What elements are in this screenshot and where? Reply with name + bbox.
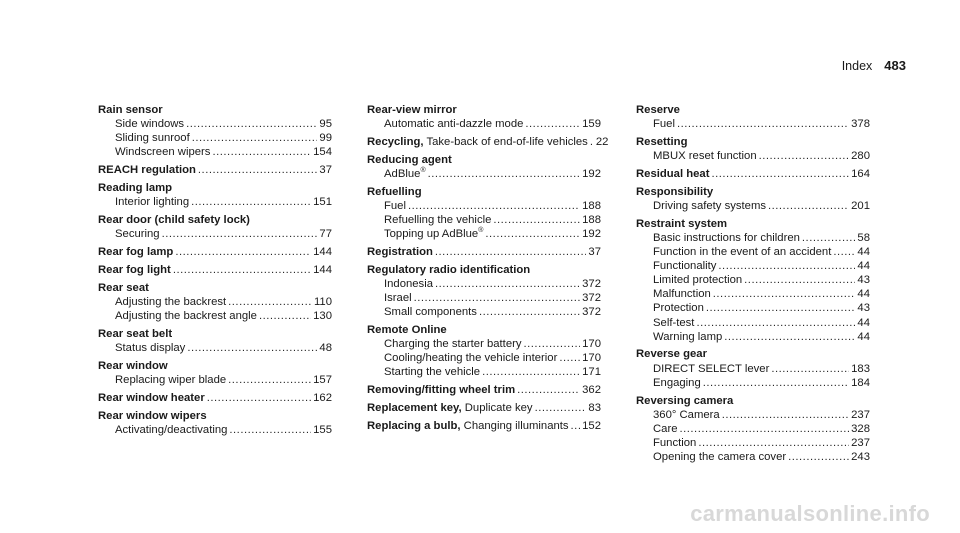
page-ref: 95 [319, 118, 332, 131]
index-subentry[interactable] [98, 227, 332, 241]
subentry-label [384, 291, 412, 305]
leader-dots [186, 117, 317, 131]
page-ref: 43 [857, 274, 870, 287]
subentry-text: Side windows [115, 118, 185, 131]
subentry-label [653, 149, 757, 163]
subentry-label [653, 376, 701, 390]
leader-dots [771, 362, 849, 376]
leader-dots [833, 245, 855, 259]
index-entry [636, 103, 870, 131]
subentry-text: Activating/deactivating [115, 423, 228, 436]
registered-mark: ® [420, 167, 426, 175]
entry-heading: Rear window [98, 359, 168, 372]
entry-heading: Refuelling [367, 185, 422, 198]
entry-heading: Reverse gear [636, 348, 707, 361]
index-row[interactable] [367, 135, 609, 149]
subentry-text: Fuel [384, 199, 406, 212]
index-entry [98, 181, 332, 209]
subentry-text: Protection [653, 302, 704, 315]
index-subentry[interactable] [367, 167, 601, 181]
subentry-text: Replacing wiper blade [115, 373, 227, 386]
index-subentry[interactable] [367, 199, 601, 213]
index-entry [367, 263, 601, 319]
index-label [98, 391, 205, 405]
leader-dots [713, 287, 856, 301]
index-subentry[interactable] [98, 117, 332, 131]
subentry-text: Driving safety systems [653, 199, 766, 212]
index-entry [98, 163, 332, 177]
index-subentry[interactable] [636, 436, 870, 450]
page-ref: 372 [582, 292, 601, 305]
subentry-text: Basic instructions for children [653, 231, 800, 244]
page-ref: 280 [851, 150, 870, 163]
subentry-text: Starting the vehicle [384, 366, 481, 379]
index-subentry[interactable] [636, 149, 870, 163]
index-subentry[interactable] [98, 373, 332, 387]
entry-heading: REACH regulation [98, 164, 196, 177]
subentry-label [653, 362, 769, 376]
index-entry [98, 327, 332, 355]
index-row[interactable] [98, 245, 332, 259]
index-subentry[interactable] [98, 341, 332, 355]
leader-dots [207, 391, 311, 405]
subentry-text: Opening the camera cover [653, 450, 787, 463]
page-header [842, 58, 906, 73]
subentry-label [653, 259, 716, 273]
registered-mark: ® [478, 227, 484, 235]
leader-dots [435, 277, 580, 291]
index-subentry[interactable] [98, 195, 332, 209]
entry-heading: Restraint system [636, 217, 728, 230]
subentry-text: Care [653, 422, 678, 435]
watermark: carmanualsonline.info [690, 501, 930, 526]
entry-heading: Rear door (child safety lock) [98, 214, 250, 227]
page-ref: 151 [313, 196, 332, 209]
page-ref: 188 [582, 214, 601, 227]
index-entry [98, 245, 332, 259]
index-row[interactable] [98, 263, 332, 277]
subentry-text: Functionality [653, 260, 717, 273]
index-subentry[interactable] [98, 423, 332, 437]
leader-dots [744, 273, 855, 287]
leader-dots [408, 199, 580, 213]
leader-dots [698, 436, 849, 450]
subentry-label [115, 131, 190, 145]
leader-dots [479, 305, 580, 319]
subentry-text: Malfunction [653, 288, 711, 301]
leader-dots [198, 163, 318, 177]
subentry-text: Status display [115, 341, 186, 354]
page-ref: 170 [582, 338, 601, 351]
page-ref: 184 [851, 376, 870, 389]
entry-heading: Replacing a bulb, [367, 420, 461, 433]
index-subentry[interactable] [367, 291, 601, 305]
index-entry [367, 135, 609, 149]
leader-dots [802, 231, 856, 245]
index-subentry[interactable] [636, 376, 870, 390]
leader-dots [175, 245, 311, 259]
leader-dots [191, 195, 311, 209]
index-subentry[interactable] [636, 316, 870, 330]
page-ref: 170 [582, 352, 601, 365]
index-label [367, 135, 588, 149]
page-ref: 378 [851, 118, 870, 131]
subentry-label [653, 316, 694, 330]
subentry-text: Fuel [653, 118, 675, 131]
index-entry [367, 401, 601, 415]
index-label [367, 401, 533, 415]
index-subentry[interactable] [636, 330, 870, 344]
index-entry [98, 409, 332, 437]
leader-dots [192, 131, 318, 145]
leader-dots [187, 341, 317, 355]
subentry-label [653, 287, 711, 301]
subentry-text: Israel [384, 292, 412, 305]
entry-heading: Registration [367, 246, 433, 259]
subentry-text: Topping up AdBlue [384, 228, 479, 241]
index-subentry[interactable] [367, 305, 601, 319]
leader-dots [173, 263, 311, 277]
page-ref: 164 [851, 167, 870, 180]
page-ref: 328 [851, 422, 870, 435]
subentry-text: 360° Camera [653, 408, 720, 421]
entry-heading: Rear window wipers [98, 409, 207, 422]
index-row[interactable] [367, 419, 601, 433]
subentry-text: Self-test [653, 316, 695, 329]
leader-dots [559, 351, 580, 365]
entry-heading: Reducing agent [367, 153, 452, 166]
subentry-label [653, 273, 742, 287]
page-ref: 48 [319, 341, 332, 354]
index-subentry[interactable] [367, 117, 601, 131]
page-ref: 192 [582, 167, 601, 180]
page-ref: 237 [851, 408, 870, 421]
entry-inline-text: Duplicate key [464, 402, 533, 415]
page-ref: 155 [313, 423, 332, 436]
page-ref: 237 [851, 436, 870, 449]
leader-dots [524, 337, 581, 351]
subentry-text: Refuelling the vehicle [384, 214, 492, 227]
index-row[interactable] [636, 167, 870, 181]
leader-dots [414, 291, 581, 305]
subentry-label [115, 145, 210, 159]
index-entry [367, 383, 601, 397]
subentry-label [384, 199, 406, 213]
subentry-text: Cooling/heating the vehicle interior [384, 352, 558, 365]
subentry-text: Function [653, 436, 697, 449]
index-label [98, 245, 173, 259]
subentry-text: Automatic anti-dazzle mode [384, 118, 524, 131]
leader-dots [788, 450, 849, 464]
page-ref: 243 [851, 450, 870, 463]
leader-dots [517, 383, 580, 397]
subentry-label [653, 301, 704, 315]
subentry-label [115, 195, 189, 209]
leader-dots [535, 401, 587, 415]
index-label [98, 263, 171, 277]
leader-dots [228, 373, 311, 387]
leader-dots [703, 376, 849, 390]
index-subentry[interactable] [636, 287, 870, 301]
index-entry [636, 167, 870, 181]
subentry-label [115, 309, 257, 323]
subentry-label [115, 227, 160, 241]
subentry-label [384, 365, 480, 379]
page-ref: 159 [582, 118, 601, 131]
index-entry [98, 213, 332, 241]
index-row[interactable] [367, 383, 601, 397]
leader-dots [212, 145, 311, 159]
page-ref: 22 [595, 135, 609, 148]
entry-heading: Reversing camera [636, 394, 734, 407]
leader-dots [428, 167, 581, 181]
index-subentry[interactable] [636, 117, 870, 131]
page-ref: 162 [313, 391, 332, 404]
index-entry [367, 103, 601, 131]
page-ref: 37 [319, 164, 332, 177]
leader-dots [229, 423, 311, 437]
index-entry [98, 391, 332, 405]
index-label [98, 163, 196, 177]
subentry-label [115, 295, 226, 309]
page-ref: 157 [313, 373, 332, 386]
index-subentry[interactable] [636, 199, 870, 213]
page-ref: 183 [851, 362, 870, 375]
index-entry [367, 185, 601, 241]
leader-dots [493, 213, 580, 227]
index-entry [636, 347, 870, 389]
index-subentry[interactable] [367, 227, 601, 241]
index-subentry[interactable] [636, 231, 870, 245]
subentry-label [653, 117, 675, 131]
subentry-label [384, 277, 433, 291]
index-subentry[interactable] [367, 337, 601, 351]
index-column-1 [98, 103, 332, 437]
index-entry [636, 185, 870, 213]
subentry-text: Charging the starter battery [384, 338, 522, 351]
subentry-label [653, 199, 766, 213]
leader-dots [485, 227, 580, 241]
leader-dots [435, 245, 587, 259]
index-entry [98, 359, 332, 387]
leader-dots [590, 135, 594, 149]
subentry-text: Adjusting the backrest [115, 295, 227, 308]
page-ref: 372 [582, 306, 601, 319]
page-ref: 44 [857, 246, 870, 259]
subentry-text: Warning lamp [653, 330, 723, 343]
leader-dots [571, 419, 581, 433]
page-ref: 130 [313, 310, 332, 322]
subentry-label [384, 213, 491, 227]
entry-heading: Removing/fitting wheel trim [367, 384, 516, 397]
leader-dots [525, 117, 580, 131]
index-row[interactable] [98, 163, 332, 177]
index-row[interactable] [367, 245, 601, 259]
subentry-label [115, 341, 185, 355]
index-subentry[interactable] [98, 131, 332, 145]
index-label: Index [841, 59, 873, 73]
index-subentry[interactable] [636, 259, 870, 273]
entry-heading: Rear-view mirror [367, 104, 457, 116]
entry-heading: Remote Online [367, 324, 447, 337]
subentry-label [653, 330, 722, 344]
index-label [367, 245, 433, 259]
index-label [636, 167, 709, 181]
page-ref: 144 [313, 263, 332, 276]
subentry-label [384, 227, 483, 241]
subentry-label [115, 423, 227, 437]
page-ref: 44 [857, 330, 870, 343]
page-ref: 152 [582, 420, 601, 433]
index-subentry[interactable] [98, 295, 332, 309]
subentry-label [384, 305, 477, 319]
entry-heading: Rear seat belt [98, 327, 173, 340]
entry-heading: Resetting [636, 135, 688, 148]
index-subentry[interactable] [636, 422, 870, 436]
page-ref: 192 [582, 228, 601, 241]
index-entry [636, 135, 870, 163]
page-ref: 201 [851, 199, 870, 212]
subentry-label [115, 373, 226, 387]
index-entry [367, 153, 601, 181]
subentry-label [653, 245, 831, 259]
entry-heading: Residual heat [636, 167, 710, 180]
page-ref: 99 [319, 132, 332, 145]
page-ref: 43 [857, 302, 870, 315]
page-ref: 37 [588, 246, 601, 259]
subentry-text: Windscreen wipers [115, 146, 211, 159]
entry-inline-text: Changing illuminants [463, 420, 569, 433]
leader-dots [722, 408, 849, 422]
index-column-3 [636, 103, 870, 464]
subentry-text: Function in the event of an accident [653, 246, 832, 259]
entry-heading: Rain sensor [98, 104, 163, 116]
entry-heading: Rear fog light [98, 263, 171, 276]
page-number: 483 [884, 58, 906, 73]
index-subentry[interactable] [367, 213, 601, 227]
page-ref: 44 [857, 288, 870, 301]
index-subentry[interactable] [636, 362, 870, 376]
index-subentry[interactable] [636, 301, 870, 315]
leader-dots [711, 167, 849, 181]
index-entry [98, 263, 332, 277]
entry-heading: Replacement key, [367, 402, 462, 415]
entry-heading: Regulatory radio identification [367, 263, 531, 276]
index-entry [636, 217, 870, 344]
index-subentry[interactable] [98, 309, 332, 323]
leader-dots [768, 199, 849, 213]
subentry-label [384, 351, 557, 365]
page-ref: 362 [582, 384, 601, 397]
subentry-label [384, 167, 426, 181]
subentry-label [115, 117, 184, 131]
subentry-text: Indonesia [384, 278, 433, 291]
index-entry [367, 419, 601, 433]
entry-inline-text: Take-back of end-of-life vehicles [426, 135, 588, 148]
leader-dots [759, 149, 850, 163]
subentry-text: Sliding sunroof [115, 132, 190, 145]
index-row[interactable] [367, 401, 601, 415]
subentry-text: Adjusting the backrest angle [115, 310, 257, 322]
index-label [367, 419, 569, 433]
entry-heading: Recycling, [367, 135, 424, 148]
leader-dots [718, 259, 855, 273]
index-subentry[interactable] [636, 408, 870, 422]
subentry-text: AdBlue [384, 167, 421, 180]
index-entry [367, 245, 601, 259]
leader-dots [162, 227, 318, 241]
leader-dots [677, 117, 849, 131]
leader-dots [259, 309, 311, 323]
leader-dots [696, 316, 855, 330]
leader-dots [706, 301, 856, 315]
entry-heading: Responsibility [636, 185, 714, 198]
entry-heading: Reading lamp [98, 182, 173, 195]
entry-heading: Rear window heater [98, 391, 205, 404]
index-entry [367, 323, 601, 379]
index-subentry[interactable] [636, 273, 870, 287]
page-ref: 44 [857, 316, 870, 329]
page-ref: 83 [588, 402, 601, 415]
index-subentry[interactable] [98, 145, 332, 159]
leader-dots [680, 422, 850, 436]
leader-dots [724, 330, 855, 344]
index-label [367, 383, 515, 397]
subentry-label [384, 117, 523, 131]
subentry-text: Limited protection [653, 274, 743, 287]
page-ref: 77 [319, 228, 332, 241]
entry-heading: Reserve [636, 104, 680, 116]
subentry-text: Interior lighting [115, 196, 190, 209]
index-subentry[interactable] [367, 277, 601, 291]
index-entry [636, 394, 870, 464]
entry-heading: Rear seat [98, 281, 149, 294]
page-ref: 144 [313, 246, 332, 259]
subentry-label [384, 337, 522, 351]
page-ref: 188 [582, 199, 601, 212]
subentry-label [653, 436, 696, 450]
index-entry [98, 103, 332, 159]
subentry-text: Securing [115, 228, 160, 241]
subentry-text: Engaging [653, 376, 701, 389]
page-ref: 372 [582, 278, 601, 291]
leader-dots [228, 295, 312, 309]
page-ref: 154 [313, 146, 332, 159]
subentry-label [653, 422, 678, 436]
page-ref: 44 [857, 260, 870, 273]
page-ref: 171 [582, 366, 601, 379]
subentry-text: DIRECT SELECT lever [653, 362, 770, 375]
entry-heading: Rear fog lamp [98, 246, 174, 259]
index-entry [98, 281, 332, 323]
index-subentry[interactable] [367, 365, 601, 379]
index-subentry[interactable] [636, 245, 870, 259]
index-column-2 [367, 103, 609, 433]
index-subentry[interactable] [367, 351, 601, 365]
index-subentry[interactable] [636, 450, 870, 464]
index-row[interactable] [98, 391, 332, 405]
page-ref: 110 [313, 295, 332, 308]
subentry-label [653, 231, 800, 245]
page-ref: 58 [857, 231, 870, 244]
leader-dots [482, 365, 580, 379]
subentry-label [653, 408, 720, 422]
subentry-text: MBUX reset function [653, 150, 757, 163]
subentry-label [653, 450, 786, 464]
subentry-text: Small components [384, 306, 477, 319]
